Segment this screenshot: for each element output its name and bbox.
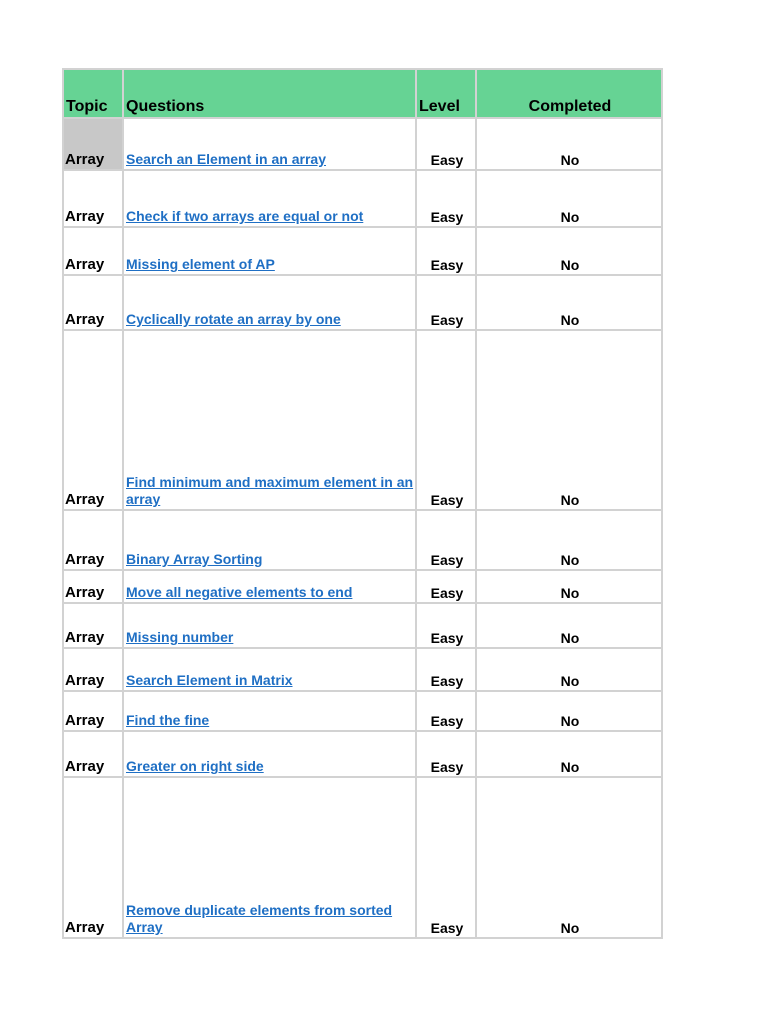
completed-cell[interactable]: No (476, 275, 662, 330)
completed-cell[interactable]: No (476, 777, 662, 938)
question-link[interactable]: Find minimum and maximum element in an array (126, 474, 414, 507)
table-row (63, 777, 662, 938)
level-cell[interactable]: Easy (416, 777, 476, 938)
question-cell[interactable] (123, 603, 416, 648)
level-cell[interactable]: Easy (416, 118, 476, 170)
level-cell[interactable]: Easy (416, 570, 476, 603)
topic-cell[interactable]: Array (63, 777, 123, 938)
question-cell[interactable] (123, 330, 416, 510)
question-cell[interactable] (123, 170, 416, 227)
topic-cell[interactable]: Array (63, 648, 123, 691)
completed-cell[interactable]: No (476, 227, 662, 275)
topic-cell[interactable]: Array (63, 330, 123, 510)
questions-table (62, 68, 663, 939)
question-link[interactable]: Find the fine (126, 712, 210, 728)
header-level[interactable]: Level (416, 69, 476, 118)
question-link[interactable]: Search Element in Matrix (126, 672, 293, 688)
completed-cell[interactable]: No (476, 170, 662, 227)
table-row (63, 570, 662, 603)
table-row (63, 691, 662, 731)
topic-cell[interactable]: Array (63, 731, 123, 777)
question-link[interactable]: Cyclically rotate an array by one (126, 311, 341, 327)
topic-cell[interactable]: Array (63, 118, 123, 170)
completed-cell[interactable]: No (476, 691, 662, 731)
question-link[interactable]: Missing number (126, 629, 234, 645)
question-cell[interactable] (123, 691, 416, 731)
level-cell[interactable]: Easy (416, 603, 476, 648)
header-row (63, 69, 662, 118)
level-cell[interactable]: Easy (416, 510, 476, 570)
question-cell[interactable] (123, 777, 416, 938)
completed-cell[interactable]: No (476, 731, 662, 777)
topic-cell[interactable]: Array (63, 691, 123, 731)
question-cell[interactable] (123, 227, 416, 275)
level-cell[interactable]: Easy (416, 731, 476, 777)
table-row (63, 170, 662, 227)
question-cell[interactable] (123, 731, 416, 777)
question-link[interactable]: Search an Element in an array (126, 151, 326, 167)
header-completed[interactable]: Completed (476, 69, 662, 118)
question-cell[interactable] (123, 648, 416, 691)
question-cell[interactable] (123, 510, 416, 570)
table-row (63, 275, 662, 330)
question-link[interactable]: Move all negative elements to end (126, 584, 353, 600)
completed-cell[interactable]: No (476, 648, 662, 691)
question-cell[interactable] (123, 570, 416, 603)
question-link[interactable]: Missing element of AP (126, 256, 275, 272)
question-link[interactable]: Binary Array Sorting (126, 551, 263, 567)
completed-cell[interactable]: No (476, 330, 662, 510)
question-cell[interactable] (123, 275, 416, 330)
topic-cell[interactable]: Array (63, 170, 123, 227)
completed-cell[interactable]: No (476, 570, 662, 603)
table-row (63, 227, 662, 275)
topic-cell[interactable]: Array (63, 570, 123, 603)
level-cell[interactable]: Easy (416, 170, 476, 227)
topic-cell[interactable]: Array (63, 227, 123, 275)
completed-cell[interactable]: No (476, 603, 662, 648)
level-cell[interactable]: Easy (416, 648, 476, 691)
completed-cell[interactable]: No (476, 118, 662, 170)
table-row (63, 330, 662, 510)
topic-cell[interactable]: Array (63, 603, 123, 648)
level-cell[interactable]: Easy (416, 691, 476, 731)
question-link[interactable]: Greater on right side (126, 758, 264, 774)
completed-cell[interactable]: No (476, 510, 662, 570)
level-cell[interactable]: Easy (416, 330, 476, 510)
table-row (63, 603, 662, 648)
header-topic[interactable]: Topic (63, 69, 123, 118)
table-row (63, 118, 662, 170)
topic-cell[interactable]: Array (63, 275, 123, 330)
header-questions[interactable]: Questions (123, 69, 416, 118)
table-row (63, 731, 662, 777)
level-cell[interactable]: Easy (416, 275, 476, 330)
table-row (63, 510, 662, 570)
table-row (63, 648, 662, 691)
question-link[interactable]: Check if two arrays are equal or not (126, 208, 364, 224)
spreadsheet (62, 68, 661, 939)
question-link[interactable]: Remove duplicate elements from sorted Array (126, 902, 393, 935)
level-cell[interactable]: Easy (416, 227, 476, 275)
topic-cell[interactable]: Array (63, 510, 123, 570)
question-cell[interactable] (123, 118, 416, 170)
